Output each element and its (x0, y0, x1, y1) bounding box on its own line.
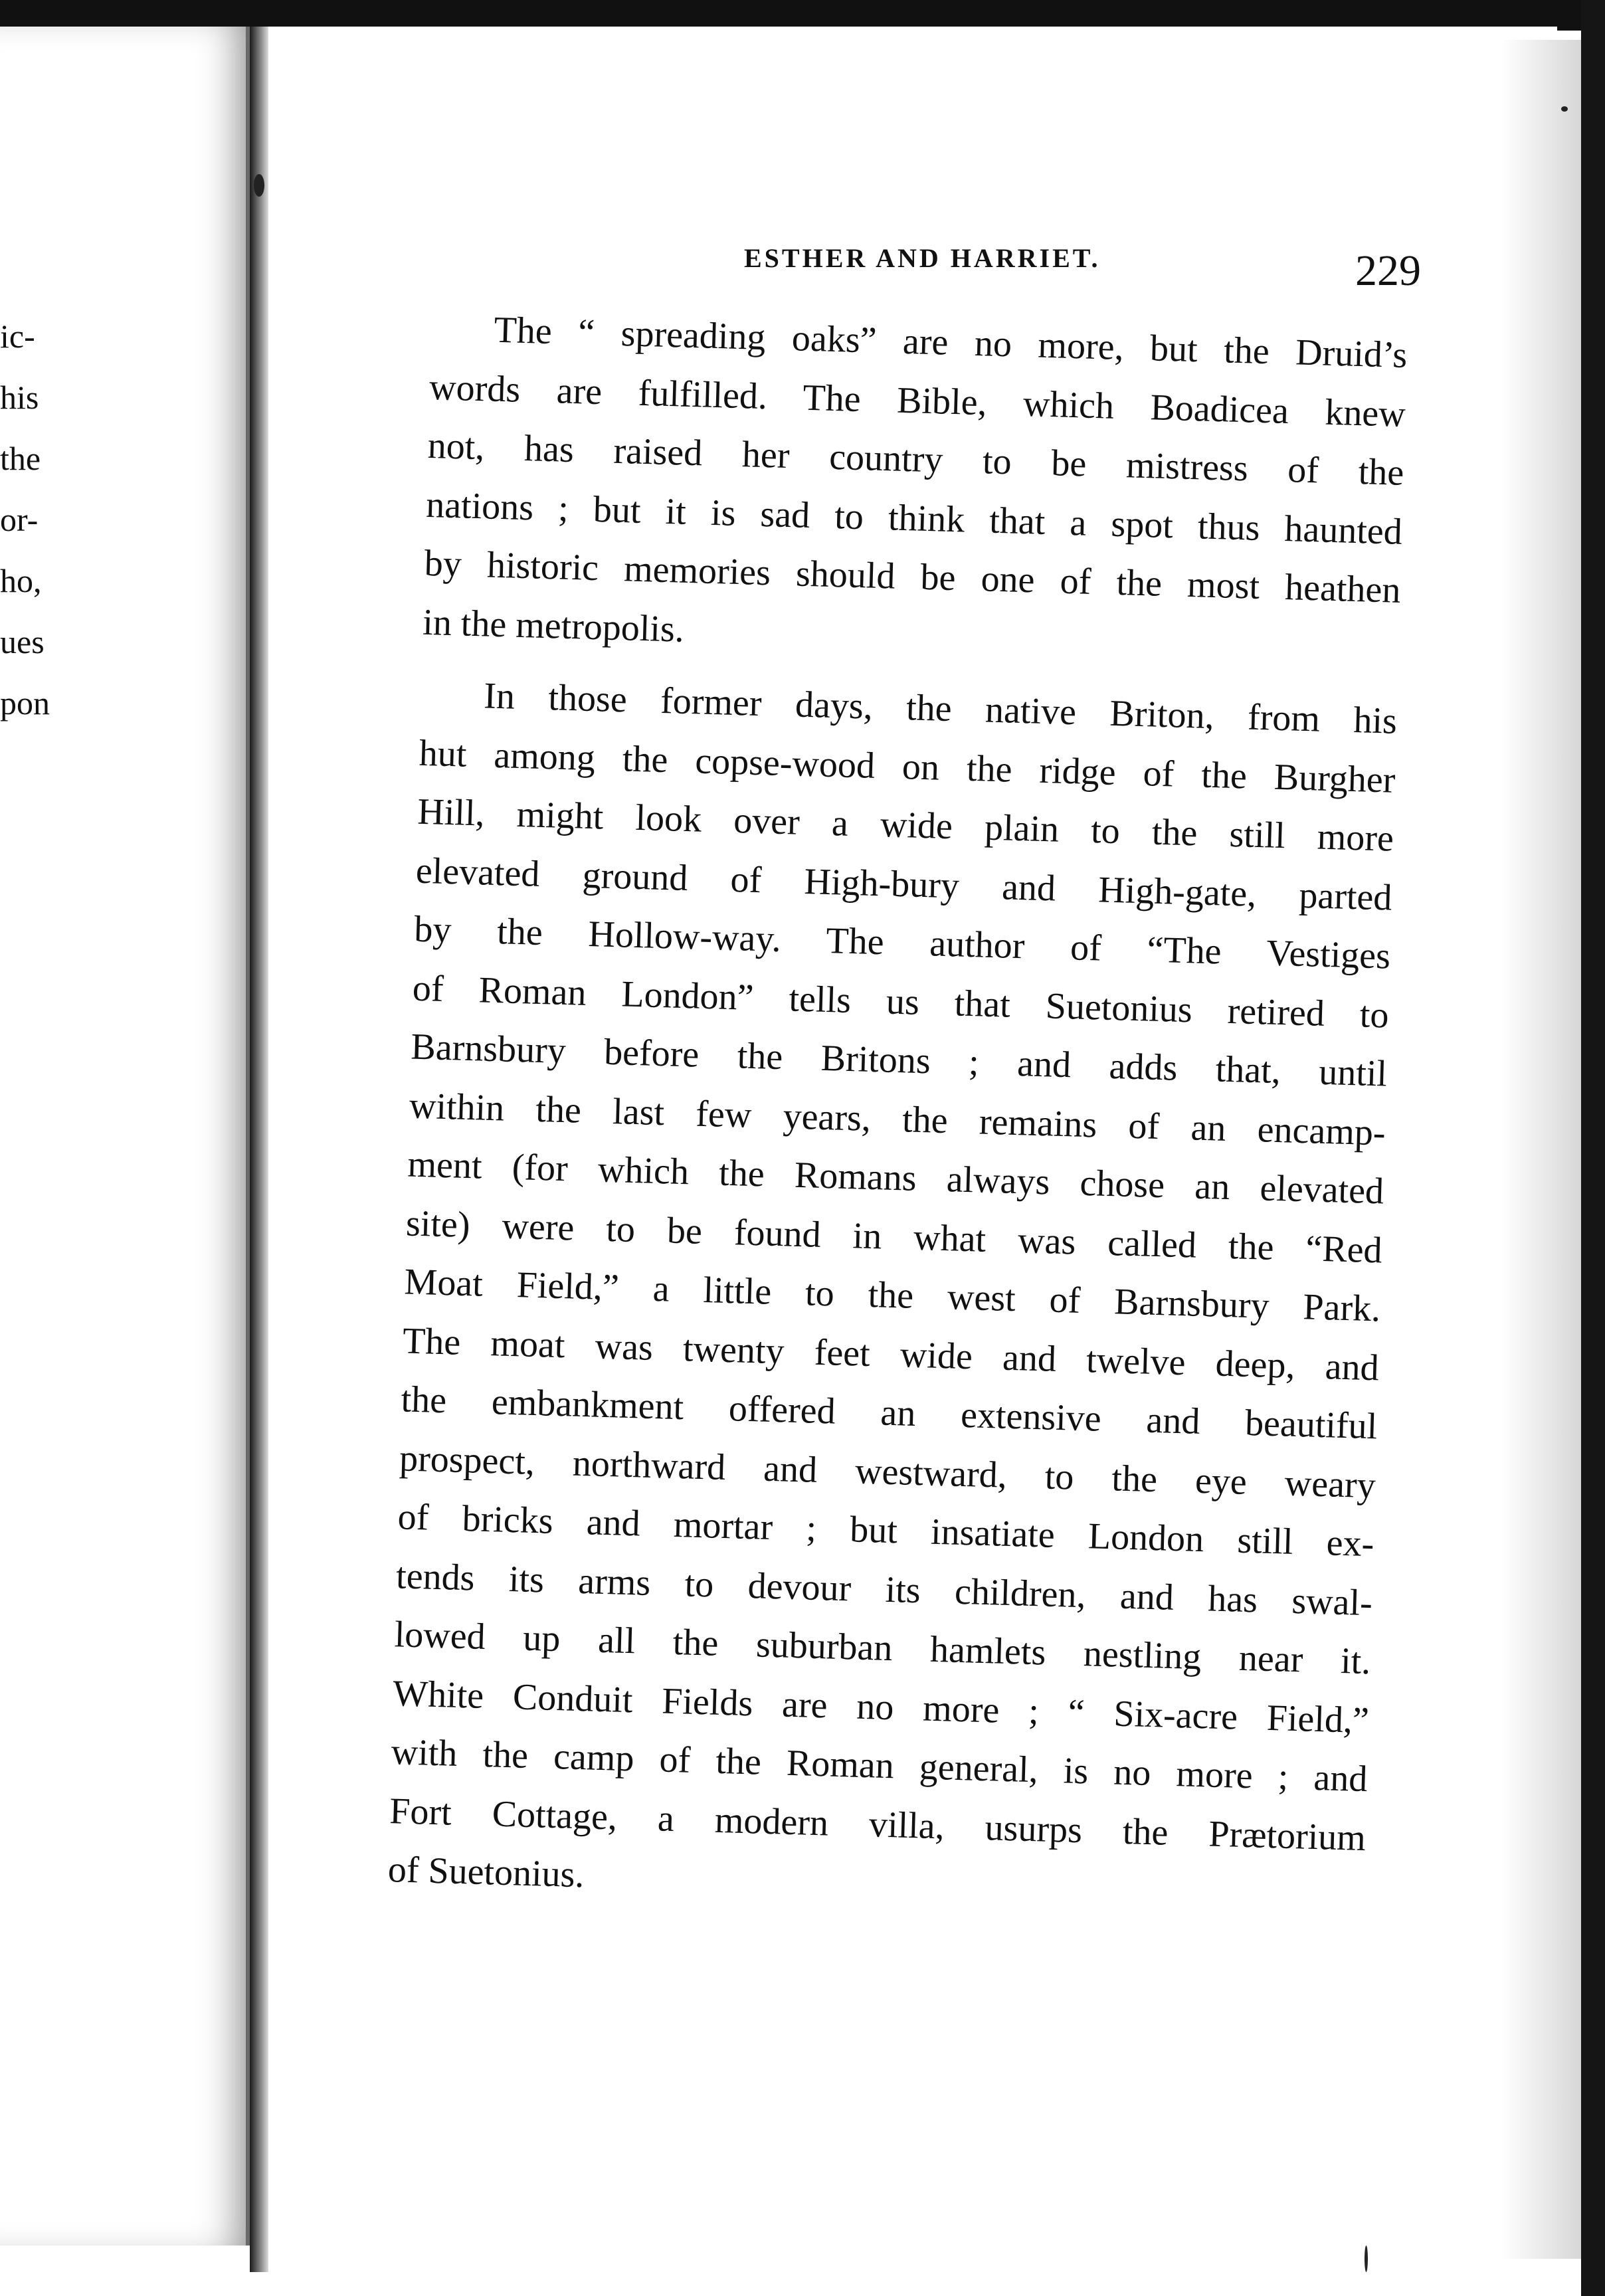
left-page-line-fragments (0, 306, 100, 733)
left-fragment: pon (0, 684, 50, 721)
text-line: of bricks and mortar ; but insatiate London still ex- (397, 1496, 1375, 1565)
left-fragment: ues (0, 623, 45, 660)
text-line: within the last few years, the remains of an encamp- (409, 1085, 1386, 1154)
text-line: hut among the copse-wood on the ridge of the Burgher (419, 732, 1396, 801)
text-line: White Conduit Fields are no more ; “ Six-acre Field,” (392, 1672, 1370, 1741)
left-facing-page (0, 27, 250, 2246)
text-line: by the Hollow-way. The author of “The Vestiges (413, 908, 1391, 977)
text-line: of Suetonius. (387, 1849, 585, 1896)
body-text (387, 299, 1408, 1927)
paragraph (422, 299, 1408, 679)
text-line: site) were to be found in what was called the “Red (405, 1202, 1383, 1271)
text-line: tends its arms to devour its children, and has swal- (395, 1555, 1373, 1624)
text-line: with the camp of the Roman general, is no more ; and (391, 1731, 1369, 1800)
scan-right-border (1581, 0, 1605, 2296)
text-line: in the metropolis. (422, 601, 685, 650)
page-number: 229 (1355, 246, 1421, 295)
left-fragment: or- (0, 501, 39, 538)
text-line: words are fulfilled. The Bible, which Boadicea knew (428, 366, 1406, 435)
text-line: the embankment offered an extensive and beautiful (400, 1379, 1378, 1448)
text-line: elevated ground of High-bury and High-gate, parted (415, 850, 1393, 919)
left-fragment: ho, (0, 562, 42, 599)
ink-speck (1365, 2246, 1368, 2272)
text-line: by historic memories should be one of the most heathen (424, 542, 1402, 611)
text-line: lowed up all the suburban hamlets nestling near it. (393, 1614, 1372, 1683)
text-line: In those former days, the native Briton, from his (483, 675, 1398, 742)
left-fragment: ic- (0, 318, 35, 355)
ink-speck (254, 174, 264, 197)
text-line: ment (for which the Romans always chose an elevated (407, 1143, 1384, 1212)
paragraph (387, 665, 1398, 1927)
page-edge-shadow (1501, 40, 1581, 2259)
text-line: The “ spreading oaks” are no more, but the Druid’s (493, 309, 1408, 377)
text-line: not, has raised her country to be mistress of the (426, 425, 1405, 494)
text-line: prospect, northward and westward, to the eye weary (399, 1437, 1376, 1506)
text-line: Hill, might look over a wide plain to the still more (417, 791, 1394, 860)
running-head: ESTHER AND HARRIET. (744, 243, 1101, 273)
text-line: of Roman London” tells us that Suetonius retired to (412, 967, 1390, 1036)
text-line: nations ; but it is sad to think that a spot thus haunted (425, 484, 1403, 553)
text-line: Moat Field,” a little to the west of Barnsbury Park. (403, 1261, 1381, 1330)
text-line: The moat was twenty feet wide and twelve deep, and (402, 1319, 1380, 1388)
left-fragment: the (0, 440, 41, 477)
ink-speck (1561, 106, 1568, 112)
left-fragment: his (0, 379, 39, 416)
book-gutter (250, 27, 268, 2272)
text-line: Barnsbury before the Britons ; and adds that, until (410, 1026, 1388, 1095)
text-line: Fort Cottage, a modern villa, usurps the Prætorium (389, 1790, 1367, 1859)
